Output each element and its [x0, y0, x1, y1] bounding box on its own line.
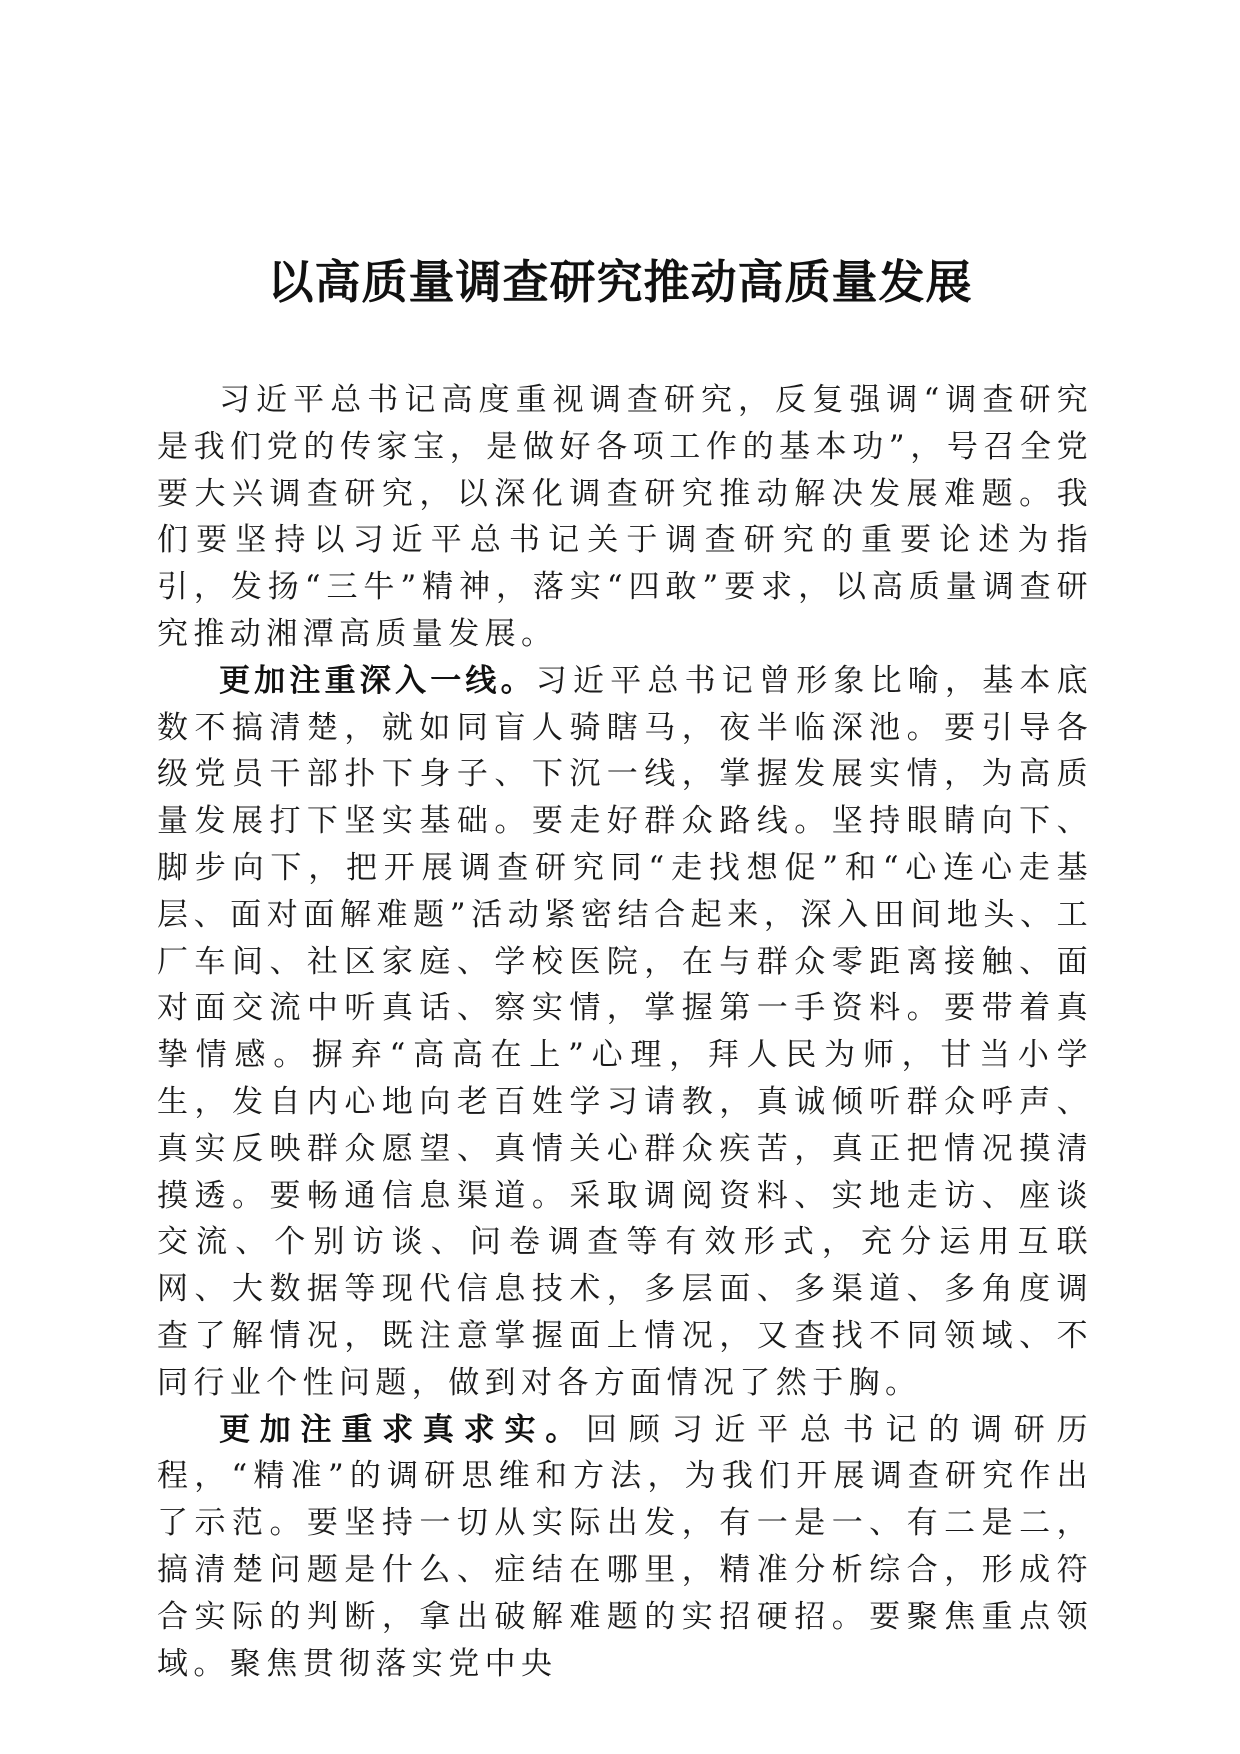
- paragraph-lead-heading: 更加注重深入一线。: [219, 662, 536, 699]
- paragraph-text: 习近平总书记高度重视调查研究，反复强调“调查研究是我们党的传家宝，是做好各项工作的基本功”，号召全党要大兴调查研究，以深化调查研究推动解决发展难题。我们要坚持以习近平总书记关于调查研究的重要论述为指引，发扬“三牛”精神，落实“四敢”要求，以高质量调查研究推动湘潭高质量发展。: [157, 382, 1093, 652]
- document-body: [157, 377, 1093, 1687]
- paragraph-truth-seeking: [157, 1407, 1093, 1688]
- paragraph-text: 回顾习近平总书记的调研历程，“精准”的调研思维和方法，为我们开展调查研究作出了示范。要坚持一切从实际出发，有一是一、有二是二，搞清楚问题是什么、症结在哪里，精准分析综合，形成符合实际的判断，拿出破解难题的实招硬招。要聚焦重点领域。聚焦贯彻落实党中央: [157, 1411, 1093, 1682]
- paragraph-frontline: [157, 658, 1093, 1407]
- document-title: 以高质量调查研究推动高质量发展: [267, 255, 973, 309]
- paragraph-text: 习近平总书记曾形象比喻，基本底数不搞清楚，就如同盲人骑瞎马，夜半临深池。要引导各级党员干部扑下身子、下沉一线，掌握发展实情，为高质量发展打下坚实基础。要走好群众路线。坚持眼睛向下、脚步向下，把开展调查研究同“走找想促”和“心连心走基层、面对面解难题”活动紧密结合起来，深入田间地头、工厂车间、社区家庭、学校医院，在与群众零距离接触、面对面交流中听真话、察实情，掌握第一手资料。要带着真挚情感。摒弃“高高在上”心理，拜人民为师，甘当小学生，发自内心地向老百姓学习请教，真诚倾听群众呼声、真实反映群众愿望、真情关心群众疾苦，真正把情况摸清摸透。要畅通信息渠道。采取调阅资料、实地走访、座谈交流、个别访谈、问卷调查等有效形式，充分运用互联网、大数据等现代信息技术，多层面、多渠道、多角度调查了解情况，既注意掌握面上情况，又查找不同领域、不同行业个性问题，做到对各方面情况了然于胸。: [157, 662, 1093, 1401]
- paragraph-intro: [157, 377, 1093, 658]
- paragraph-lead-heading: 更加注重求真求实。: [219, 1411, 587, 1448]
